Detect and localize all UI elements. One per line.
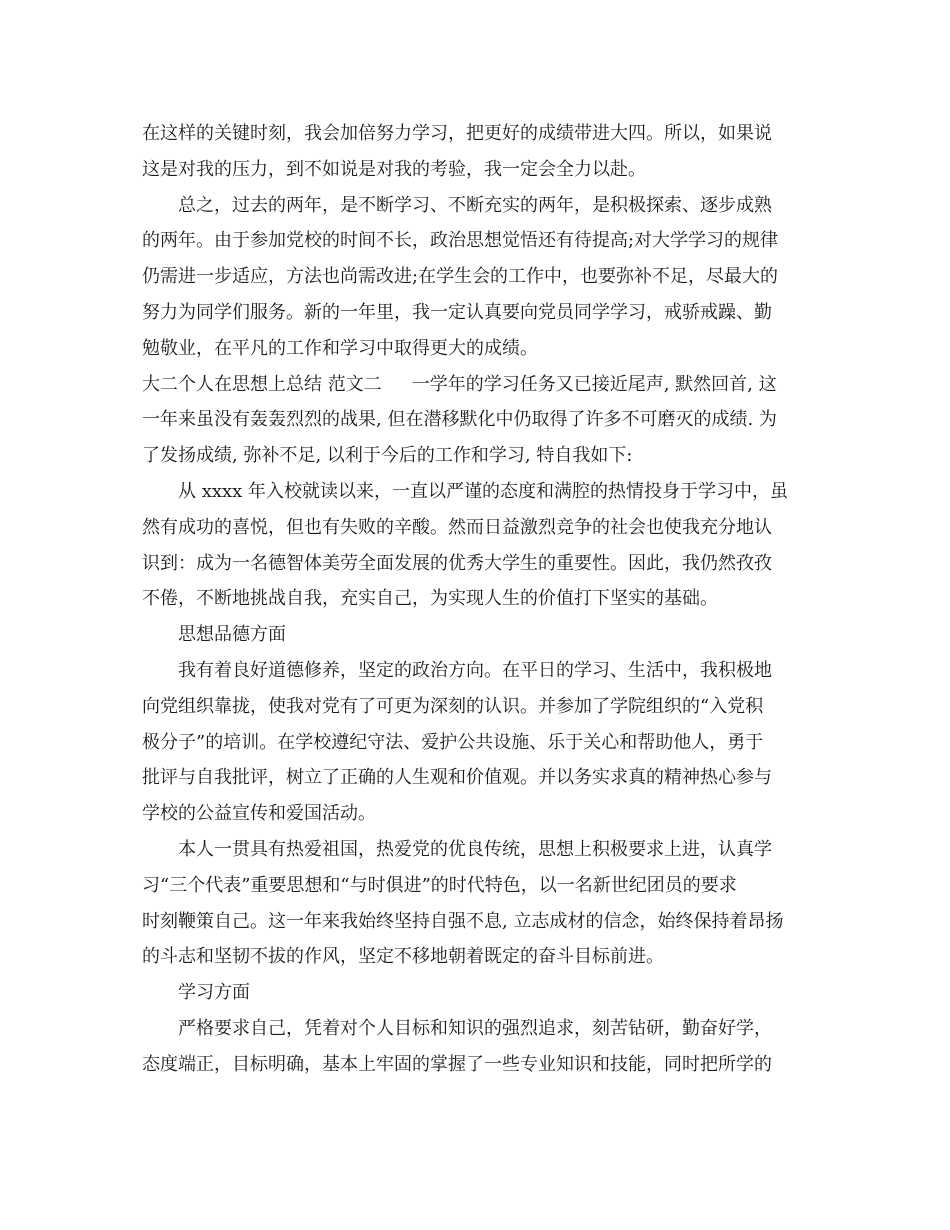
paragraph-line: 了发扬成绩, 弥补不足, 以利于今后的工作和学习, 特自我如下: (142, 445, 633, 467)
paragraph-line: 仍需进一步适应，方法也尚需改进;在学生会的工作中，也要弥补不足，尽最大的 (142, 266, 779, 288)
paragraph-line: 一年来虽没有轰轰烈烈的战果, 但在潜移默化中仍取得了许多不可磨灭的成绩. 为 (142, 409, 777, 431)
paragraph-line: 这是对我的压力，到不如说是对我的考验，我一定会全力以赴。 (142, 158, 646, 180)
subheading: 思想品德方面 (178, 624, 286, 646)
paragraph-line: 不倦，不断地挑战自我，充实自己，为实现人生的价值打下坚实的基础。 (142, 588, 718, 610)
section-title-line (142, 367, 822, 403)
paragraph-line: 时刻鞭策自己。这一年来我始终坚持自强不息, 立志成材的信念，始终保持着昂扬 (142, 910, 784, 932)
paragraph-text: 一学年的学习任务又已接近尾声, 默然回首, 这 (411, 373, 777, 395)
paragraph-line: 向党组织靠拢，使我对党有了可更为深刻的认识。并参加了学院组织的“入党积 (142, 695, 764, 717)
paragraph-line: 本人一贯具有热爱祖国，热爱党的优良传统，思想上积极要求上进，认真学 (178, 838, 772, 860)
document-body (142, 116, 822, 1083)
paragraph-line: 从 xxxx 年入校就读以来，一直以严谨的态度和满腔的热情投身于学习中，虽 (178, 480, 789, 502)
paragraph-line: 在这样的关键时刻，我会加倍努力学习，把更好的成绩带进大四。所以，如果说 (142, 123, 772, 144)
paragraph-line: 勉敬业，在平凡的工作和学习中取得更大的成绩。 (142, 337, 538, 359)
paragraph-line: 总之，过去的两年，是不断学习、不断充实的两年，是积极探索、逐步成熟 (178, 194, 772, 216)
subheading: 学习方面 (178, 982, 250, 1004)
paragraph-line: 习“三个代表”重要思想和“与时俱进”的时代特色，以一名新世纪团员的要求 (142, 874, 737, 896)
paragraph-line: 严格要求自己，凭着对个人目标和知识的强烈追求，刻苦钻研，勤奋好学， (178, 1017, 772, 1039)
paragraph-line: 批评与自我批评，树立了正确的人生观和价值观。并以务实求真的精神热心参与 (142, 767, 772, 789)
paragraph-line: 态度端正，目标明确，基本上牢固的掌握了一些专业知识和技能，同时把所学的 (142, 1053, 772, 1075)
paragraph-line: 努力为同学们服务。新的一年里，我一定认真要向党员同学学习，戒骄戒躁、勤 (142, 301, 772, 323)
paragraph-line: 极分子”的培训。在学校遵纪守法、爱护公共设施、乐于关心和帮助他人，勇于 (142, 731, 764, 753)
paragraph-line: 然有成功的喜悦，但也有失败的辛酸。然而日益激烈竞争的社会也使我充分地认 (142, 516, 772, 538)
paragraph-line: 的两年。由于参加党校的时间不长，政治思想觉悟还有待提高;对大学学习的规律 (142, 230, 779, 252)
paragraph-line: 学校的公益宣传和爱国活动。 (142, 803, 376, 825)
paragraph-line: 识到：成为一名德智体美劳全面发展的优秀大学生的重要性。因此，我仍然孜孜 (142, 552, 772, 574)
paragraph-line: 的斗志和坚韧不拔的作风，坚定不移地朝着既定的奋斗目标前进。 (142, 946, 664, 968)
paragraph-line: 我有着良好道德修养，坚定的政治方向。在平日的学习、生活中，我积极地 (178, 659, 772, 681)
section-title: 大二个人在思想上总结 范文二 (142, 373, 382, 395)
